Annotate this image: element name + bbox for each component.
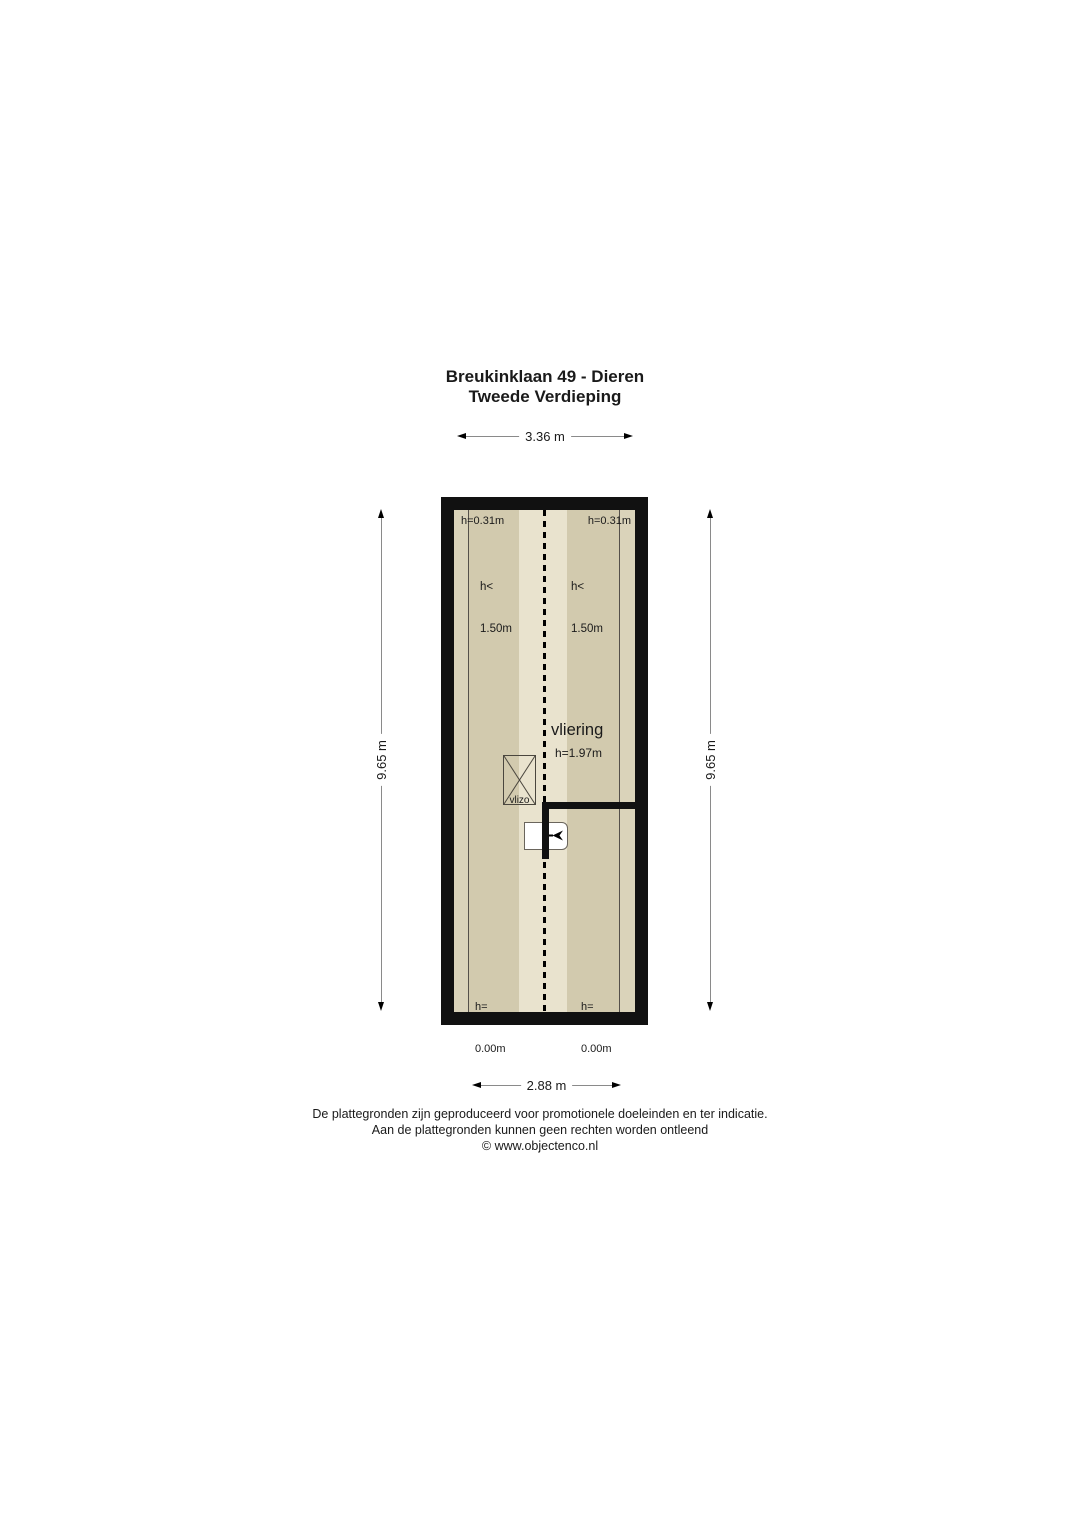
arrow-right-icon (624, 433, 633, 439)
height-label-floor-left: h= 0.00m (475, 1001, 506, 1055)
dimension-bottom-label: 2.88 m (521, 1079, 573, 1093)
height-label-slope-left: h< 1.50m (480, 581, 512, 635)
arrow-up-icon (378, 509, 384, 518)
interior-wall-vertical (542, 802, 549, 859)
fan-icon (549, 828, 564, 843)
arrow-left-icon (457, 433, 466, 439)
dimension-top (458, 430, 632, 443)
title-address: Breukinklaan 49 - Dieren (445, 367, 645, 386)
height-label-knee-left: h=0.31m (461, 515, 505, 527)
dimension-left (374, 510, 389, 1010)
knee-wall-line-right (619, 510, 621, 1012)
height-label-slope-right: h< 1.50m (571, 581, 603, 635)
eaves-strip-right (620, 510, 635, 1012)
eaves-strip-left (454, 510, 468, 1012)
loft-hatch-label: vlizo (509, 795, 530, 806)
room-name-label: vliering (551, 721, 604, 739)
ridge-dashed-line (543, 510, 546, 1012)
copyright-line: © www.objectenco.nl (481, 1139, 599, 1153)
attic-floor-area (454, 510, 635, 1055)
disclaimer-line-2: Aan de plattegronden kunnen geen rechten worden ontleend (371, 1123, 709, 1137)
interior-wall-horizontal (542, 802, 635, 809)
floorplan-outer-wall (441, 497, 648, 1055)
dimension-top-label: 3.36 m (519, 430, 571, 444)
arrow-right-icon (612, 1082, 621, 1088)
title-floor-name: Tweede Verdieping (468, 387, 622, 406)
knee-wall-line-left (468, 510, 470, 1012)
dimension-right-label: 9.65 m (704, 734, 718, 786)
disclaimer (0, 1106, 1080, 1154)
arrow-up-icon (707, 509, 713, 518)
loft-hatch (503, 755, 536, 805)
arrow-down-icon (707, 1002, 713, 1011)
disclaimer-line-1: De plattegronden zijn geproduceerd voor promotionele doeleinden en ter indicatie. (312, 1107, 768, 1121)
dimension-left-label: 9.65 m (375, 734, 389, 786)
height-label-knee-right: h=0.31m (587, 515, 631, 527)
page-title (10, 367, 1080, 407)
arrow-down-icon (378, 1002, 384, 1011)
height-label-floor-right: h= 0.00m (581, 1001, 612, 1055)
dimension-right (703, 510, 718, 1010)
room-height-label: h=1.97m (555, 746, 603, 760)
